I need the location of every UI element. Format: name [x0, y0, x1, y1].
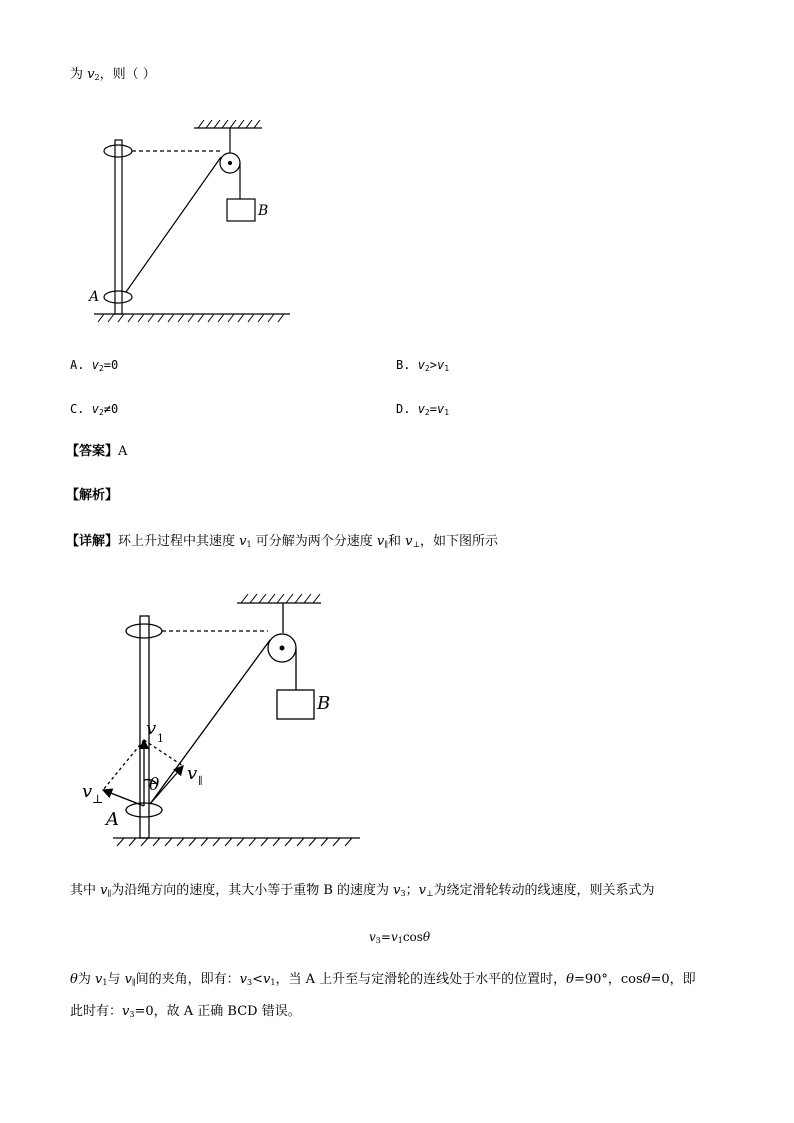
fig1-label-a: A [89, 289, 100, 305]
detail-text: 和 [387, 534, 406, 549]
answer-value: A [118, 444, 128, 459]
para-text: =0，故 A 正确 BCD 错误。 [134, 1004, 301, 1019]
para-sub: 3 [129, 1010, 135, 1019]
para-sub: 1 [102, 978, 108, 987]
para-var: v [100, 883, 108, 898]
option-var: v [417, 402, 425, 416]
fig2-label-vperp: v [82, 781, 93, 802]
analysis-tag: 【解析】 [66, 488, 119, 503]
fig2-label-vpar: v [187, 763, 198, 784]
ground-hatch [117, 838, 352, 846]
para-theta: θ [642, 972, 651, 987]
option-var: v [91, 402, 99, 416]
para-sub: 3 [400, 889, 406, 898]
para-var: v [263, 972, 271, 987]
fig2-label-v1-sub: 1 [157, 732, 164, 745]
option-var: v [91, 358, 99, 372]
option-sub: 2 [424, 364, 430, 373]
fig2-label-v1: v [146, 718, 157, 739]
para-sub: 1 [270, 978, 276, 987]
para-theta: θ [70, 972, 78, 987]
para-var: v [418, 883, 426, 898]
fig2-label-theta: θ [149, 775, 160, 795]
question-sub: 2 [94, 73, 100, 82]
para-3 [70, 1004, 301, 1023]
option-sub-2: 1 [444, 408, 450, 417]
para-var: v [239, 972, 247, 987]
detail-sub: ∥ [384, 540, 388, 549]
fig2-label-vpar-sub: ∥ [198, 776, 203, 787]
ceiling-hatch [241, 594, 320, 603]
para-sub: ∥ [107, 889, 112, 898]
para-sub: 3 [247, 978, 253, 987]
detail-sub: 1 [246, 540, 252, 549]
para-var: v [124, 972, 132, 987]
formula-var: v [390, 930, 398, 944]
para-sub: ⊥ [425, 889, 434, 898]
option-rel: ≠0 [103, 402, 119, 416]
para-text: 间的夹角，即有： [135, 972, 240, 987]
formula-var: v [369, 930, 376, 944]
para-text: 为沿绳方向的速度，其大小等于重物 B 的速度为 [111, 883, 394, 898]
para-var: v [393, 883, 401, 898]
option-sub: 2 [424, 408, 430, 417]
question-lead: 为 [70, 67, 88, 82]
option-prefix: B. [396, 358, 418, 372]
para-var: v [122, 1004, 130, 1019]
formula-eq: = [380, 930, 391, 944]
option-rel: =0 [103, 358, 119, 372]
para-text: 为 [77, 972, 95, 987]
option-rel: > [429, 358, 437, 372]
option-prefix: A. [70, 358, 92, 372]
question-var: v [87, 67, 95, 82]
formula-sub: 3 [375, 936, 381, 945]
formula-cos: cos [402, 930, 423, 944]
para-text: 为绕定滑轮转动的线速度，则关系式为 [433, 883, 655, 898]
fig1-label-b: B [258, 203, 269, 219]
fig2-label-a: A [106, 809, 119, 830]
fig2-label-b: B [317, 693, 331, 714]
para-text: =90°，cos [573, 972, 643, 987]
option-sub: 2 [98, 408, 104, 417]
detail-text: ，如下图所示 [419, 534, 498, 549]
detail-var: v [376, 534, 385, 549]
option-var-2: v [436, 402, 445, 416]
para-text: 与 [107, 972, 125, 987]
detail-sub: ⊥ [412, 540, 420, 549]
detail-var: v [239, 534, 247, 549]
formula [369, 929, 430, 949]
para-sub: ∥ [131, 978, 136, 987]
para-text: 此时有： [70, 1004, 123, 1019]
rope [150, 640, 270, 804]
option-sub-2: 1 [444, 364, 450, 373]
option-sub: 2 [98, 364, 104, 373]
para-theta: θ [566, 972, 574, 987]
vperp-arrow [103, 790, 144, 806]
answer-tag: 【答案】 [66, 444, 119, 459]
para-text: 其中 [70, 883, 101, 898]
detail-var: v [405, 534, 413, 549]
para-text: =0，即 [650, 972, 696, 987]
option-prefix: D. [396, 402, 418, 416]
ring-top [126, 624, 162, 638]
para-text: ； [405, 883, 419, 898]
block-b [277, 690, 314, 719]
option-rel: = [429, 402, 437, 416]
option-var: v [417, 358, 425, 372]
fig2-label-vperp-sub: ⊥ [92, 792, 104, 806]
detail-tag: 【详解】 [66, 534, 119, 549]
question-tail: ，则（ ） [99, 67, 156, 82]
detail-text: 可分解为两个分速度 [251, 534, 377, 549]
dashed-to-vperp [103, 740, 144, 790]
option-var-2: v [436, 358, 445, 372]
option-prefix: C. [70, 402, 92, 416]
para-lt: < [252, 972, 263, 987]
detail-text: 环上升过程中其速度 [118, 534, 240, 549]
formula-theta: θ [422, 930, 431, 944]
para-text: ，当 A 上升至与定滑轮的连线处于水平的位置时， [275, 972, 567, 987]
para-2 [70, 972, 696, 991]
para-1 [70, 883, 655, 902]
formula-sub: 1 [397, 936, 403, 945]
para-var: v [94, 972, 103, 987]
